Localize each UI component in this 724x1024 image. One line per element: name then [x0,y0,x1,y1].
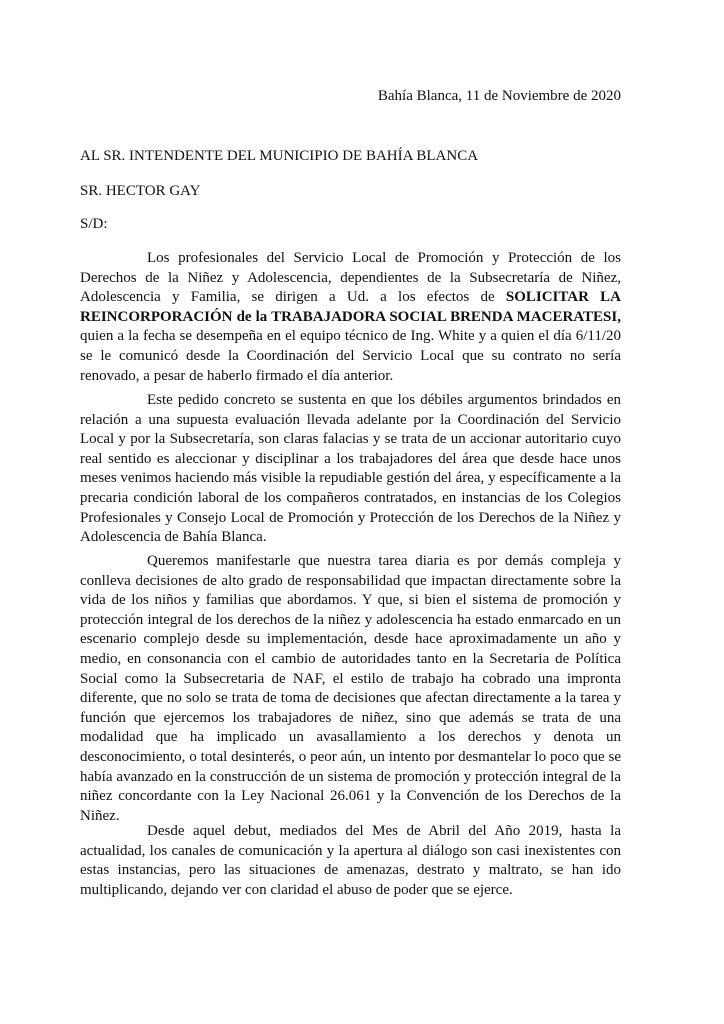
paragraph-context: Queremos manifestarle que nuestra tarea diaria es por demás compleja y conlleva decisiones de alto grado de responsabilidad que impactan directamente sobre la vida de los niños y familias que abordamos. Y que, si bien el sistema de promoción y protección integral de los derechos de la niñez y adolescencia ha estado enmarcado en un escenario complejo desde su implementación, desde hace aproximadamente un año y medio, en consonancia con el cambio de autoridades tanto en la Secretaria de Política Social como la Subsecretaria de NAF, el estilo de trabajo ha cobrado una impronta diferente, que no solo se trata de toma de decisiones que afectan directamente a la tarea y función que ejercemos los trabajadores de niñez, sino que además se trata de una modalidad que ha implicado un avasallamiento a los derechos y denota un desconocimiento, o total desinterés, o peor aún, un intento por desmantelar lo poco que se había avanzado en la construcción de un sistema de promoción y protección integral de la niñez concordante con la Ley Nacional 26.061 y la Convención de los Derechos de la Niñez. [80,553,621,824]
paragraph-request [80,249,621,386]
addressee-title: AL SR. INTENDENTE DEL MUNICIPIO DE BAHÍA BLANCA [80,148,479,164]
paragraph-request-start: Los profesionales del Servicio Local de Promoción y Protección de los Derechos de la Niñez y Adolescencia, dependientes de la Subsecretaría de Niñez, Adolescencia y Familia, se dirigen a Ud. a los efectos de [80,250,621,306]
paragraph-timeline: Desde aquel debut, mediados del Mes de Abril del Año 2019, hasta la actualidad, los canales de comunicación y la apertura al diálogo son casi inexistentes con estas instancias, pero las situaciones de amenazas, destrato y maltrato, se han ido multiplicando, dejando ver con claridad el abuso de poder que se ejerce. [80,823,621,898]
letter-date: Bahía Blanca, 11 de Noviembre de 2020 [377,88,621,104]
addressee-name: SR. HECTOR GAY [80,183,201,199]
paragraph-request-bold: SOLICITAR LA REINCORPORACIÓN de la TRABAJADORA SOCIAL BRENDA MACERATESI, [80,289,621,325]
paragraph-request-end: quien a la fecha se desempeña en el equipo técnico de Ing. White y a quien el día 6/11/20 se le comunicó desde la Coordinación del Servicio Local que su contrato no sería renovado, a pesar de haberlo firmado el día anterior. [80,328,621,384]
addressee-salutation: S/D: [80,216,108,232]
paragraph-argument: Este pedido concreto se sustenta en que los débiles argumentos brindados en relación a una supuesta evaluación llevada adelante por la Coordinación del Servicio Local y por la Subsecretaría, son claras falacias y se trata de un accionar autoritario cuyo real sentido es aleccionar y disciplinar a los trabajadores del área que desde hace unos meses venimos haciendo más visible la repudiable gestión del área, y específicamente a la precaria condición laboral de los compañeros contratados, en instancias de los Colegios Profesionales y Consejo Local de Promoción y Protección de los Derechos de la Niñez y Adolescencia de Bahía Blanca. [80,392,621,546]
